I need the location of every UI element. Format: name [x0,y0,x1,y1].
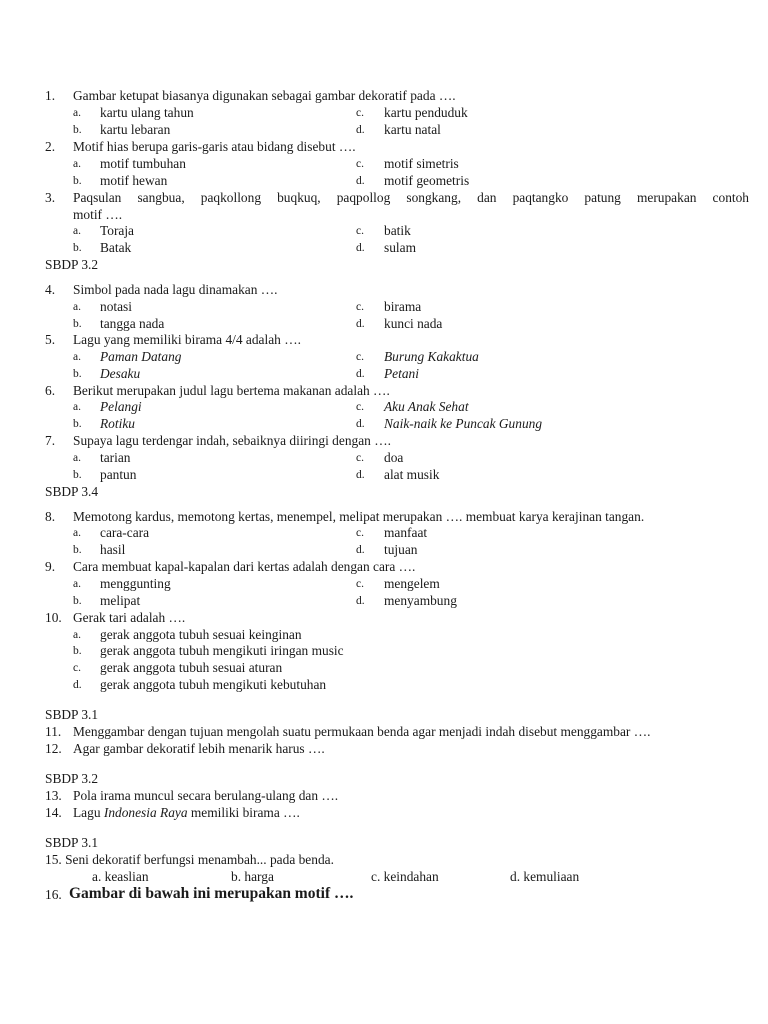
question-number: 9. [45,559,56,574]
option-text: kartu lebaran [100,122,171,137]
option-letter: c. [73,662,81,674]
option-letter: d. [356,242,365,254]
section-heading: SBDP 3.1 [45,835,99,850]
option-text: Desaku [100,366,141,381]
question-text: Simbol pada nada lagu dinamakan …. [73,282,278,297]
option-letter: a. [73,578,81,590]
question-text-continued: motif …. [73,207,123,222]
option-letter: b. [73,595,82,607]
option-text: pantun [100,467,137,482]
option-letter: b. [73,124,82,136]
question-text: Gambar di bawah ini merupakan motif …. [69,885,354,902]
option-letter: a. [73,452,81,464]
option-letter: c. [356,452,364,464]
question-number: 10. [45,610,62,625]
option-text: motif tumbuhan [100,156,186,171]
option-text: birama [384,299,422,314]
question-text: Lagu yang memiliki birama 4/4 adalah …. [73,332,301,347]
option-letter: a. [73,351,81,363]
option-text: Toraja [100,223,135,238]
option-letter: d. [356,469,365,481]
question-number: 14. [45,805,62,820]
option-text: motif geometris [384,173,470,188]
option-text: doa [384,450,404,465]
option-text: Naik-naik ke Puncak Gunung [384,416,543,431]
option-text: batik [384,223,411,238]
option-letter: d. [356,544,365,556]
question-text: Paqsulan sangbua, paqkollong buqkuq, paqpollog songkang, dan paqtangko patung merupakan contoh [73,190,749,205]
question-text: Gerak tari adalah …. [73,610,186,625]
option-text: sulam [384,240,416,255]
option-letter: d. [73,679,82,691]
option-letter: a. [73,158,81,170]
option-text: Aku Anak Sehat [384,399,469,414]
question-text: Berikut merupakan judul lagu bertema makanan adalah …. [73,383,390,398]
option-letter: d. [356,595,365,607]
option-text: Rotiku [100,416,135,431]
option-letter: b. [73,544,82,556]
option-letter: c. [356,158,364,170]
option-letter: d. [356,318,365,330]
question-text: Pola irama muncul secara berulang-ulang dan …. [73,788,339,803]
option-text: gerak anggota tubuh sesuai aturan [100,660,283,675]
option-text: menggunting [100,576,171,591]
option-letter: a. [73,225,81,237]
option-text: melipat [100,593,141,608]
option-letter: d. [356,418,365,430]
question-number: 13. [45,788,62,803]
option-letter: a. [73,107,81,119]
question-text: 15. Seni dekoratif berfungsi menambah... pada benda. [45,852,334,867]
question-number: 4. [45,282,56,297]
question-number: 5. [45,332,56,347]
option-text: Petani [384,366,419,381]
option-text: mengelem [384,576,440,591]
option-letter: d. [356,124,365,136]
question-number: 11. [45,724,62,739]
option-text: menyambung [384,593,457,608]
question-text [73,805,300,821]
option-text: hasil [100,542,126,557]
option-text: tujuan [384,542,418,557]
option-letter: c. [356,401,364,413]
question-number: 16. [45,887,62,902]
option-text: a. keaslian [92,869,149,884]
question-number: 3. [45,190,56,205]
question-text: Memotong kardus, memotong kertas, menempel, melipat merupakan …. membuat karya kerajinan tangan. [73,509,645,524]
option-letter: c. [356,225,364,237]
option-text: tangga nada [100,316,165,331]
question-text-part: Lagu [73,805,104,820]
section-heading: SBDP 3.1 [45,707,99,722]
option-text: kartu natal [384,122,441,137]
option-letter: b. [73,368,82,380]
option-letter: a. [73,401,81,413]
question-text: Motif hias berupa garis-garis atau bidang disebut …. [73,139,356,154]
option-letter: c. [356,107,364,119]
option-text: b. harga [231,869,274,884]
question-number: 12. [45,741,62,756]
question-text-part: memiliki birama …. [187,805,300,820]
option-letter: c. [356,578,364,590]
option-text: gerak anggota tubuh sesuai keinginan [100,627,302,642]
option-text: motif hewan [100,173,168,188]
option-letter: c. [356,351,364,363]
option-text: Paman Datang [100,349,182,364]
option-text: kartu ulang tahun [100,105,194,120]
option-letter: b. [73,318,82,330]
song-title: Indonesia Raya [103,805,188,820]
question-text: Cara membuat kapal-kapalan dari kertas adalah dengan cara …. [73,559,416,574]
option-letter: d. [356,175,365,187]
option-letter: a. [73,629,81,641]
option-text: kartu penduduk [384,105,468,120]
section-heading: SBDP 3.2 [45,257,99,272]
option-text: d. kemuliaan [510,869,580,884]
option-letter: c. [356,301,364,313]
option-letter: b. [73,242,82,254]
question-number: 2. [45,139,56,154]
option-letter: a. [73,301,81,313]
option-text: Batak [100,240,132,255]
option-text: Burung Kakaktua [384,349,479,364]
question-text: Supaya lagu terdengar indah, sebaiknya diiringi dengan …. [73,433,391,448]
option-text: alat musik [384,467,440,482]
question-text: Menggambar dengan tujuan mengolah suatu permukaan benda agar menjadi indah disebut menggambar …. [73,724,651,739]
option-letter: a. [73,527,81,539]
section-heading: SBDP 3.2 [45,771,99,786]
option-text: manfaat [384,525,428,540]
option-text: tarian [100,450,131,465]
option-text: notasi [100,299,132,314]
section-heading: SBDP 3.4 [45,484,99,499]
option-letter: b. [73,175,82,187]
option-letter: d. [356,368,365,380]
option-letter: b. [73,469,82,481]
option-text: gerak anggota tubuh mengikuti kebutuhan [100,677,327,692]
option-text: kunci nada [384,316,443,331]
option-text: Pelangi [100,399,142,414]
question-text: Agar gambar dekoratif lebih menarik harus …. [73,741,325,756]
option-text: motif simetris [384,156,459,171]
option-text: c. keindahan [371,869,439,884]
question-number: 7. [45,433,56,448]
option-text: cara-cara [100,525,150,540]
option-letter: b. [73,645,82,657]
option-letter: b. [73,418,82,430]
question-number: 8. [45,509,56,524]
question-number: 6. [45,383,56,398]
question-text: Gambar ketupat biasanya digunakan sebagai gambar dekoratif pada …. [73,88,456,103]
option-text: gerak anggota tubuh mengikuti iringan music [100,643,344,658]
question-number: 1. [45,88,56,103]
option-letter: c. [356,527,364,539]
